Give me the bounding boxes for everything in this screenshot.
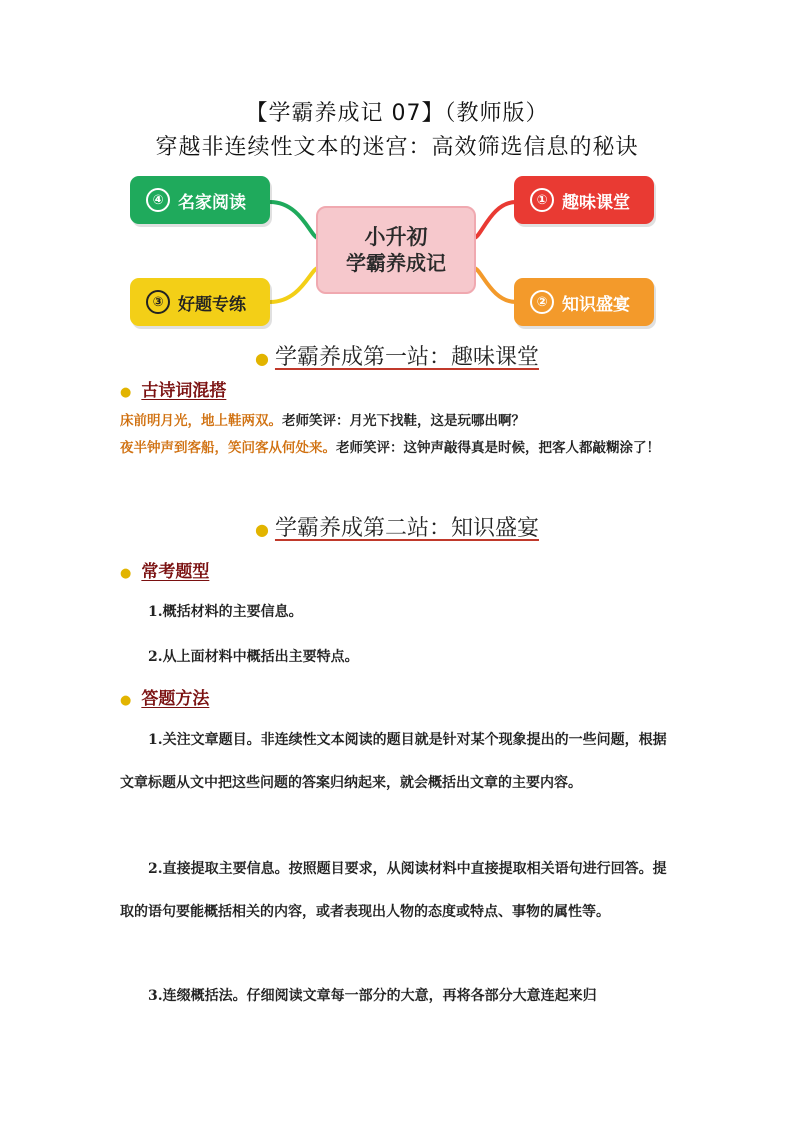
mindmap [126,168,666,336]
circled-number-icon: ② [530,290,554,314]
duck-icon: ● [120,385,132,400]
document-subtitle: 穿越非连续性文本的迷宫：高效筛选信息的秘诀 [155,135,639,160]
station-heading-1: ● 学霸养成第一站：趣味课堂 [255,345,539,370]
node-label: 知识盛宴 [562,294,630,315]
duck-icon: ● [255,349,269,368]
circled-number-icon: ④ [146,188,170,212]
connector-yellow [270,268,318,302]
list-item: 2.从上面材料中概括出主要特点。 [148,649,359,665]
method-paragraph-3: 3.连缀概括法。仔细阅读文章每一部分的大意，再将各部分大意连起来归 [148,988,597,1004]
connector-orange [474,268,516,302]
duck-icon: ● [255,520,269,539]
station-heading-2: ● 学霸养成第二站：知识盛宴 [255,516,539,541]
center-line2: 学霸养成记 [346,251,446,275]
mindmap-node-fun-class [514,176,654,224]
connector-red [474,202,516,238]
teacher-comment: 老师笑评：这钟声敲得真是时候，把客人都敲糊涂了！ [336,440,660,456]
method-paragraph-2: 2.直接提取主要信息。按照题目要求，从阅读材料中直接提取相关语句进行回答。提取的语句要能概括相关的内容，或者表现出人物的态度或特点、事物的属性等。 [120,861,667,920]
mindmap-node-knowledge [514,278,654,326]
duck-icon: ● [120,693,132,708]
method-paragraph-1: 1.关注文章题目。非连续性文本阅读的题目就是针对某个现象提出的一些问题，根据文章标题从文中把这些问题的答案归纳起来，就会概括出文章的主要内容。 [120,732,667,791]
node-label: 趣味课堂 [562,192,630,213]
node-label: 好题专练 [178,294,246,315]
document-title: 【学霸养成记 07】（教师版） [245,101,549,126]
list-item: 1.概括材料的主要信息。 [148,604,303,620]
poem-block [120,408,680,462]
section-heading-poem: ● 古诗词混搭 [120,381,227,401]
center-line1: 小升初 [364,225,428,249]
poem-line: 夜半钟声到客船，笑问客从何处来。 [120,440,336,456]
mindmap-node-practice [130,278,270,326]
teacher-comment: 老师笑评：月光下找鞋，这是玩哪出啊？ [282,413,525,429]
node-label: 名家阅读 [178,192,246,213]
poem-line: 床前明月光，地上鞋两双。 [120,413,282,429]
circled-number-icon: ③ [146,290,170,314]
connector-green [270,202,318,238]
mindmap-center [316,206,476,294]
section-heading-methods: ● 答题方法 [120,689,210,709]
duck-icon: ● [120,566,132,581]
section-heading-types: ● 常考题型 [120,562,210,582]
mindmap-node-famous-reading [130,176,270,224]
circled-number-icon: ① [530,188,554,212]
